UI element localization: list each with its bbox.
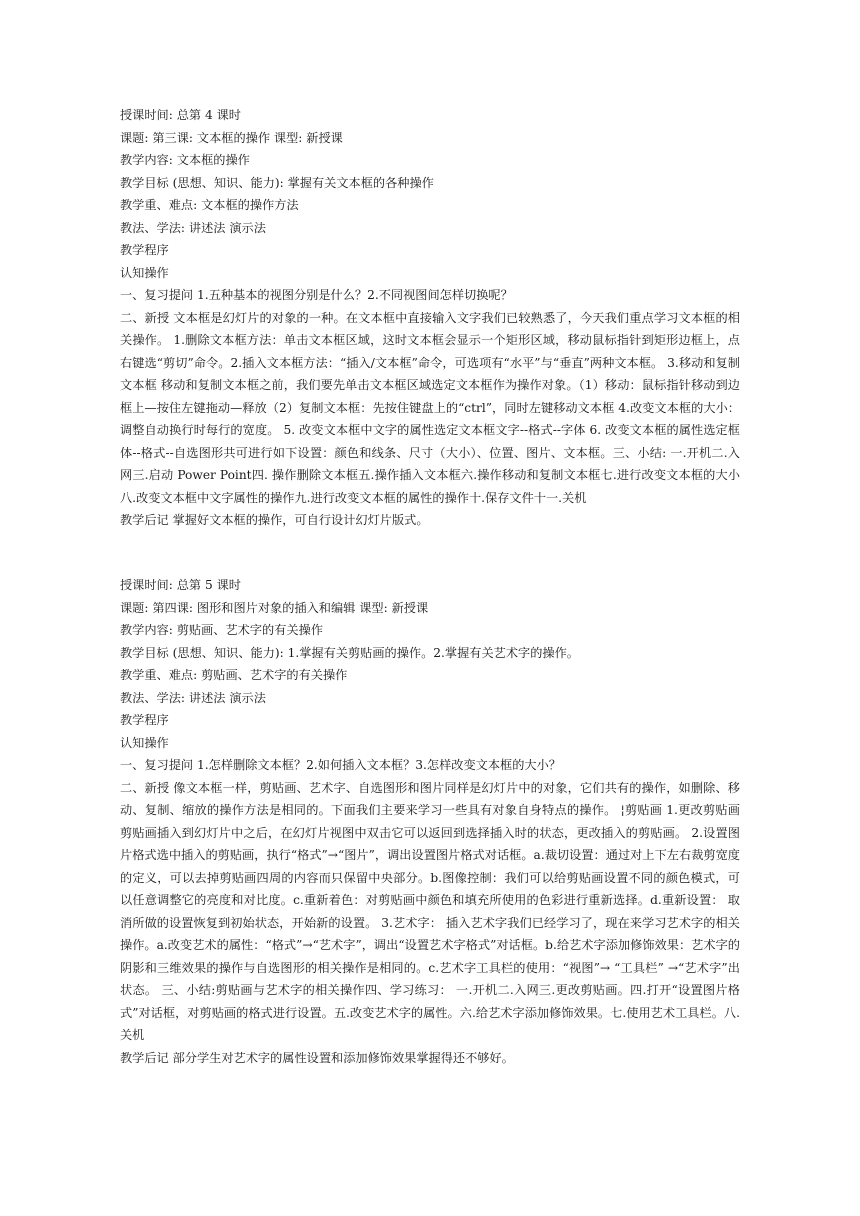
teaching-methods: 教法、学法: 讲述法 演示法 [120,690,266,705]
lesson-topic: 课题: 第三课: 文本框的操作 课型: 新授课 [120,130,343,145]
new-content-paragraph: 二、新授 像文本框一样，剪贴画、艺术字、自选图形和图片同样是幻灯片中的对象，它们共有的操作，如删除、移动、复制、缩放的操作方法是相同的。下面我们主要来学习一些具有对象自身特点的操作。 ¦剪贴画 1.更改剪贴画剪贴画插入到幻灯片中之后，在幻灯片视图中双击它可以返回到选择插入时的状态，更改插入的剪贴画。 2.设置图片格式选中插入的剪贴画，执行“格式”→“图片”，调出设置图片格式对话框。a.裁切设置：通过对上下左右裁剪宽度的定义，可以去掉剪贴画四周的内容而只保留中央部分。b.图像控制：我们可以给剪贴画设置不同的颜色模式，可以任意调整它的亮度和对比度。c.重新着色：对剪贴画中颜色和填充所使用的色彩进行重新选择。d.重新设置： 取消所做的设置恢复到初始状态，开始新的设置。 3.艺术字： 插入艺术字我们已经学习了，现在来学习艺术字的相关操作。a.改变艺术的属性：“格式”→“艺术字”，调出“设置艺术字格式”对话框。b.给艺术字添加修饰效果：艺术字的阴影和三维效果的操作与自选图形的相关操作是相同的。c.艺术字工具栏的使用：“视图”→ “工具栏” →“艺术字”出状态。 三、小结:剪贴画与艺术字的相关操作四、学习练习： 一.开机二.入网三.更改剪贴画。四.打开“设置图片格式”对话框，对剪贴画的格式进行设置。五.改变艺术字的属性。六.给艺术字添加修饰效果。七.使用艺术工具栏。八.关机 [120,780,740,1042]
new-content-paragraph: 二、新授 文本框是幻灯片的对象的一种。在文本框中直接输入文字我们已较熟悉了，今天我们重点学习文本框的相关操作。 1.删除文本框方法：单击文本框区域，这时文本框会显示一个矩形区域，移动鼠标指针到矩形边框上，点右键选“剪切”命令。2.插入文本框方法：“插入/文本框”命令，可选项有“水平”与“垂直”两种文本框。 3.移动和复制文本框 移动和复制文本框之前，我们要先单击文本框区域选定文本框作为操作对象。（1）移动：鼠标指针移动到边框上—按住左键拖动—释放（2）复制文本框：先按住键盘上的“ctrl”，同时左键移动文本框 4.改变文本框的大小：调整自动换行时每行的宽度。 5. 改变文本框中文字的属性选定文本框文字--格式--字体 6. 改变文本框的属性选定框体--格式--自选图形共可进行如下设置：颜色和线条、尺寸（大小）、位置、图片、文本框。三、小结: 一.开机二.入网三.启动 Power Point四. 操作删除文本框五.操作插入文本框六.操作移动和复制文本框七.进行改变文本框的大小 八.改变文本框中文字属性的操作九.进行改变文本框的属性的操作十.保存文件十一.关机 [120,310,740,505]
lesson-block-1 [120,104,740,532]
review-questions: 一、复习提问 1.怎样删除文本框？2.如何插入文本框？3.怎样改变文本框的大小？ [120,758,561,772]
teaching-methods: 教法、学法: 讲述法 演示法 [120,220,266,235]
teaching-content: 教学内容: 剪贴画、艺术字的有关操作 [120,623,323,637]
teaching-afterword: 教学后记 部分学生对艺术字的属性设置和添加修饰效果掌握得还不够好。 [120,1050,514,1065]
teaching-goal: 教学目标 (思想、知识、能力): 掌握有关文本框的各种操作 [120,175,434,190]
teaching-content: 教学内容: 文本框的操作 [120,153,250,167]
review-questions: 一、复习提问 1.五种基本的视图分别是什么？2.不同视图间怎样切换呢？ [120,288,513,302]
lesson-topic: 课题: 第四课: 图形和图片对象的插入和编辑 课型: 新授课 [120,600,429,615]
lesson-block-2 [120,574,740,1069]
section-heading: 认知操作 [120,735,169,750]
teaching-procedure: 教学程序 [120,713,169,727]
teaching-afterword: 教学后记 掌握好文本框的操作，可自行设计幻灯片版式。 [120,513,429,527]
section-heading: 认知操作 [120,265,169,280]
teaching-procedure: 教学程序 [120,243,169,257]
class-time: 授课时间: 总第 5 课时 [120,578,241,592]
teaching-goal: 教学目标 (思想、知识、能力): 1.掌握有关剪贴画的操作。2.掌握有关艺术字的操作。 [120,645,579,660]
class-time: 授课时间: 总第 4 课时 [120,108,241,122]
key-points: 教学重、难点: 文本框的操作方法 [120,198,299,212]
key-points: 教学重、难点: 剪贴画、艺术字的有关操作 [120,668,348,682]
